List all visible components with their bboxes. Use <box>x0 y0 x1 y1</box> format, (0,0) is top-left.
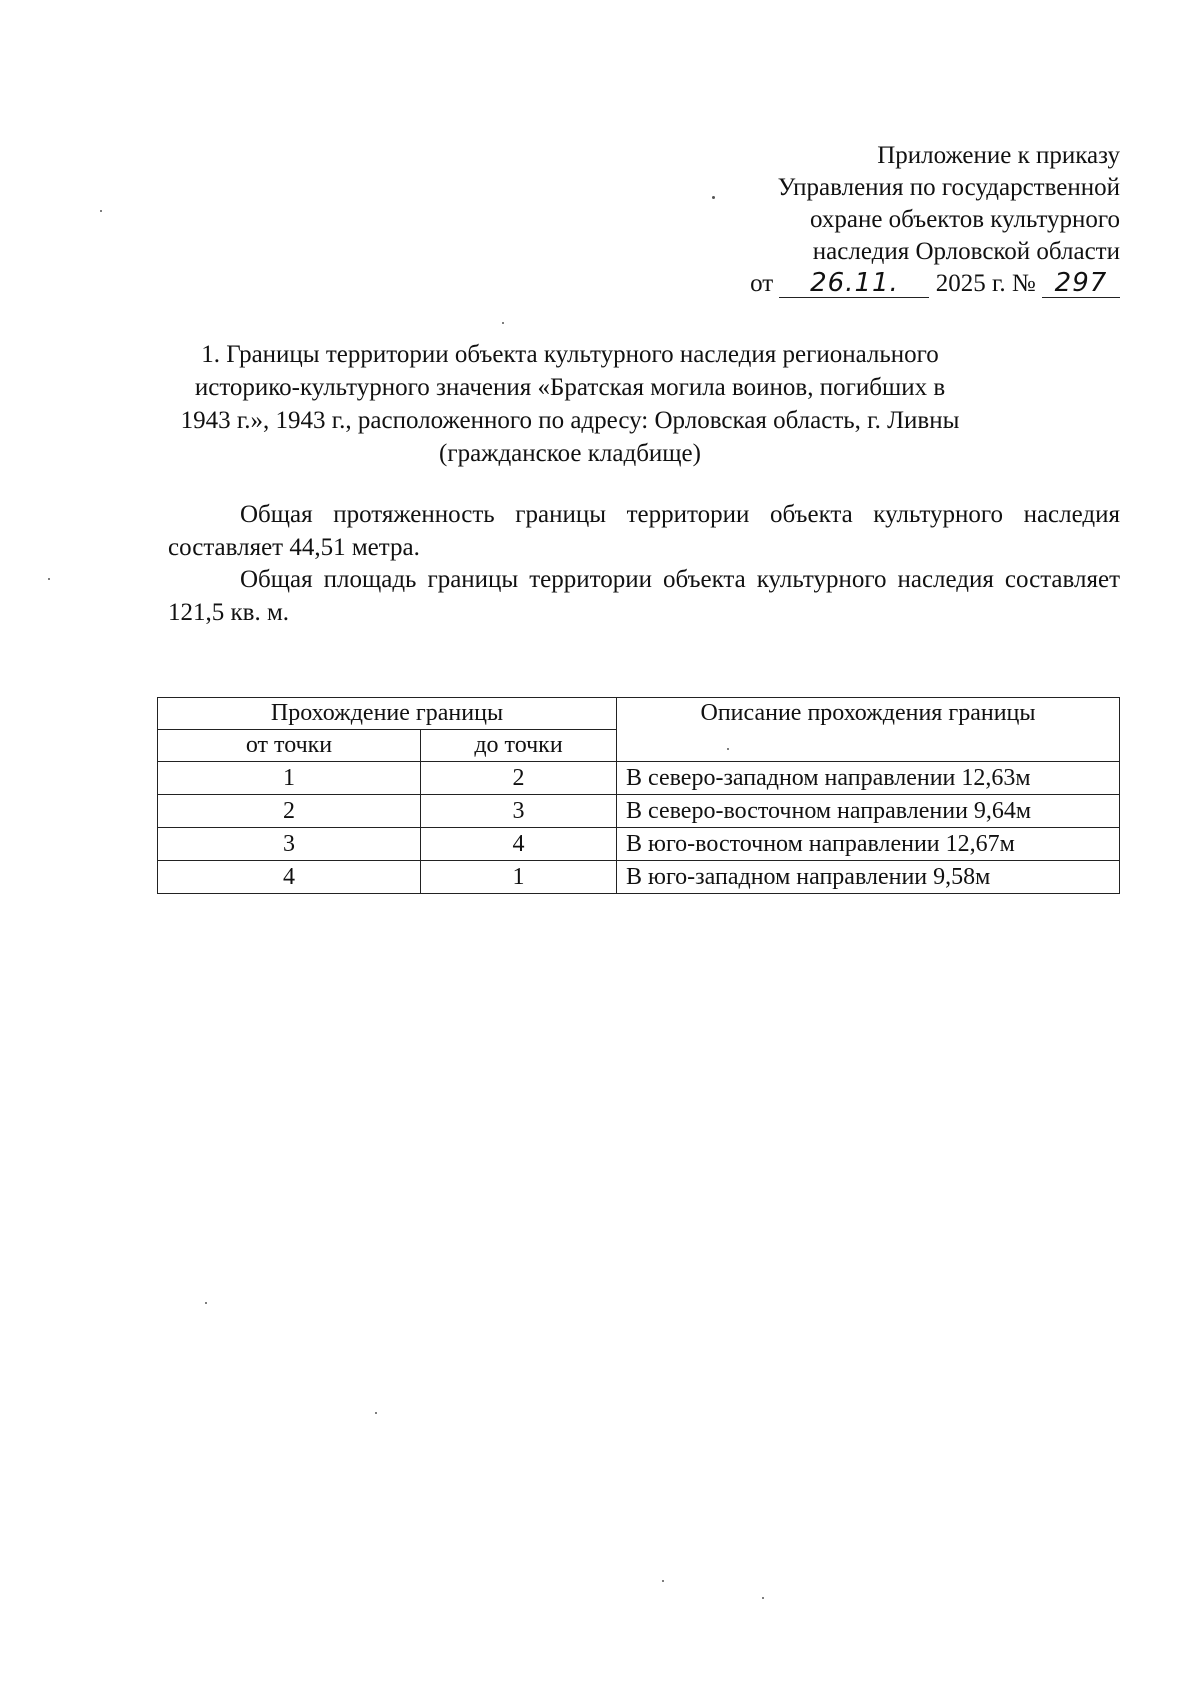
desc-cell: В юго-западном направлении 9,58м <box>617 861 1120 894</box>
scan-speck <box>502 322 504 324</box>
scan-speck <box>48 578 50 580</box>
handwritten-order-number: 297 <box>1042 269 1120 298</box>
from-cell: 4 <box>158 861 421 894</box>
scan-speck <box>762 1597 764 1599</box>
year-text: 2025 г. № <box>935 270 1036 297</box>
title-line: 1943 г.», 1943 г., расположенного по адресу: Орловская область, г. Ливны <box>180 407 960 434</box>
table-row <box>158 861 1120 894</box>
desc-cell: В юго-восточном направлении 12,67м <box>617 828 1120 861</box>
boundary-length-paragraph: Общая протяженность границы территории объекта культурного наследия составляет 44,51 метра. <box>168 501 1120 561</box>
from-cell: 3 <box>158 828 421 861</box>
to-cell: 1 <box>421 861 617 894</box>
appendix-header <box>600 140 1120 300</box>
group-header-cell: Прохождение границы <box>158 698 617 730</box>
scan-speck <box>100 210 102 212</box>
scan-speck <box>375 1412 377 1414</box>
from-header-cell: от точки <box>158 730 421 762</box>
from-cell: 2 <box>158 795 421 828</box>
scan-speck <box>712 196 715 199</box>
to-cell: 4 <box>421 828 617 861</box>
header-line: наследия Орловской области <box>812 238 1120 265</box>
header-line: охране объектов культурного <box>809 206 1120 233</box>
title-line: историко-культурного значения «Братская могила воинов, погибших в <box>194 374 946 401</box>
scan-speck <box>662 1580 664 1582</box>
handwritten-date: 26.11. <box>779 269 929 298</box>
header-line: Приложение к приказу <box>877 142 1120 169</box>
desc-cell: В северо-западном направлении 12,63м <box>617 762 1120 795</box>
boundary-table <box>157 697 1120 894</box>
table-header-row <box>158 698 1120 730</box>
from-cell: 1 <box>158 762 421 795</box>
section-title <box>150 338 990 470</box>
header-line: Управления по государственной <box>777 174 1120 201</box>
boundary-area-paragraph: Общая площадь границы территории объекта культурного наследия составляет 121,5 кв. м. <box>168 566 1120 626</box>
desc-cell: В северо-восточном направлении 9,64м <box>617 795 1120 828</box>
to-cell: 2 <box>421 762 617 795</box>
title-line: (гражданское кладбище) <box>439 440 701 467</box>
scan-speck <box>205 1302 207 1304</box>
table-row <box>158 762 1120 795</box>
scan-speck <box>727 748 729 750</box>
table-row <box>158 828 1120 861</box>
desc-header-cell: Описание прохождения границы <box>617 698 1120 762</box>
to-cell: 3 <box>421 795 617 828</box>
to-header-cell: до точки <box>421 730 617 762</box>
title-line: 1. Границы территории объекта культурного наследия регионального <box>201 341 939 368</box>
date-prefix: от <box>750 270 774 297</box>
order-date-line <box>600 268 1120 300</box>
table-row <box>158 795 1120 828</box>
